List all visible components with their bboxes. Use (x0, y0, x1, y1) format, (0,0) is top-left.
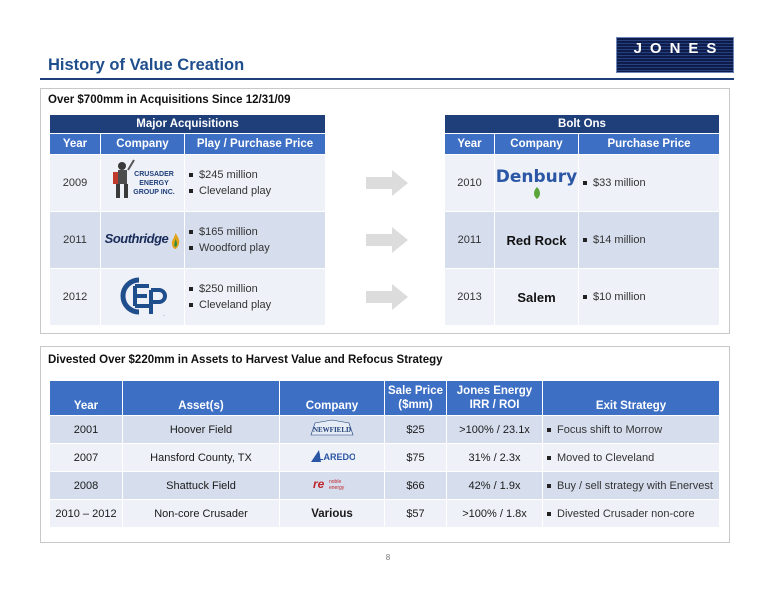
svg-text:re: re (313, 477, 325, 491)
jones-logo (616, 37, 734, 73)
right-arrow-icon (366, 284, 408, 310)
bullet-list (579, 289, 719, 305)
company-cell (280, 416, 385, 444)
col-purchase-price: Purchase Price (579, 134, 720, 155)
exit-cell (543, 472, 720, 500)
svg-text:CRUSADER: CRUSADER (133, 170, 174, 178)
bullet-item: Moved to Cleveland (557, 450, 719, 466)
year-cell: 2010 (445, 155, 495, 212)
company-cell (495, 155, 579, 212)
svg-text:energy: energy (329, 485, 345, 491)
bullet-item: $250 million (199, 281, 325, 297)
bullet-list (543, 450, 719, 466)
table-row (50, 500, 720, 528)
year-cell: 2001 (50, 416, 123, 444)
bullets-cell (185, 269, 326, 326)
company-cell (101, 155, 185, 212)
year-cell: 2013 (445, 269, 495, 326)
major-acquisitions-title: Major Acquisitions (50, 115, 326, 134)
company-name: Various (311, 507, 353, 520)
bullet-list (543, 506, 719, 522)
crusader-logo (108, 156, 178, 208)
exit-cell (543, 416, 720, 444)
bolt-ons-table (444, 114, 720, 326)
bullet-list (579, 232, 719, 248)
col-sale-price (385, 381, 447, 416)
col-year: Year (50, 134, 101, 155)
col-play-price: Play / Purchase Price (185, 134, 326, 155)
col-company: Company (495, 134, 579, 155)
bolt-ons-title: Bolt Ons (445, 115, 720, 134)
divestitures-heading: Divested Over $220mm in Assets to Harvest Value and Refocus Strategy (48, 354, 443, 366)
bullet-item: $14 million (593, 232, 719, 248)
year-cell: 2010 – 2012 (50, 500, 123, 528)
title-divider (40, 78, 734, 80)
col-irr-line1: Jones Energy (456, 385, 533, 397)
company-cell (101, 269, 185, 326)
bullets-cell (579, 212, 720, 269)
newfield-logo (309, 419, 355, 437)
irr-cell: 42% / 1.9x (447, 472, 543, 500)
denbury-logo: Denbury (495, 167, 578, 187)
col-sale-price-line2: ($mm) (398, 399, 433, 411)
year-cell: 2011 (50, 212, 101, 269)
bullet-item: Cleveland play (199, 297, 325, 313)
company-cell (495, 212, 579, 269)
table-row (445, 212, 720, 269)
year-cell: 2009 (50, 155, 101, 212)
company-cell (495, 269, 579, 326)
col-sale-price-line1: Sale Price (388, 385, 443, 397)
irr-cell: 31% / 2.3x (447, 444, 543, 472)
laredo-logo (309, 448, 355, 464)
table-row (50, 472, 720, 500)
right-arrow-icon (366, 170, 408, 196)
bullet-item: $245 million (199, 167, 325, 183)
col-year: Year (50, 381, 123, 416)
bullet-item: Divested Crusader non-core (557, 506, 719, 522)
year-cell: 2011 (445, 212, 495, 269)
asset-cell: Hansford County, TX (123, 444, 280, 472)
bullet-list (185, 224, 325, 256)
price-cell: $66 (385, 472, 447, 500)
southridge-logo: Southridge (104, 231, 169, 247)
price-cell: $75 (385, 444, 447, 472)
svg-text:noble: noble (329, 479, 342, 485)
bullet-item: Woodford play (199, 240, 325, 256)
cep-logo (117, 274, 169, 318)
bullets-cell (579, 269, 720, 326)
major-acquisitions-table (49, 114, 326, 326)
svg-text:LAREDO: LAREDO (318, 452, 355, 462)
acquisitions-heading: Over $700mm in Acquisitions Since 12/31/09 (48, 94, 291, 106)
col-irr (447, 381, 543, 416)
bullet-list (579, 175, 719, 191)
company-cell (280, 444, 385, 472)
bullet-item: Focus shift to Morrow (557, 422, 719, 438)
svg-text:CEP: CEP (162, 315, 165, 317)
company-name: Salem (517, 289, 556, 305)
table-row (50, 444, 720, 472)
bullets-cell (185, 155, 326, 212)
col-assets: Asset(s) (123, 381, 280, 416)
exit-cell (543, 500, 720, 528)
col-company: Company (280, 381, 385, 416)
leaf-icon (533, 187, 541, 199)
svg-text:NEWFIELD: NEWFIELD (312, 426, 352, 434)
bullet-list (543, 478, 719, 494)
table-row (445, 269, 720, 326)
logo-text: JONES (633, 40, 725, 57)
divestitures-table (49, 380, 720, 528)
svg-text:GROUP INC.: GROUP INC. (132, 188, 175, 196)
irr-cell: >100% / 1.8x (447, 500, 543, 528)
asset-cell: Non-core Crusader (123, 500, 280, 528)
table-row (50, 212, 326, 269)
year-cell: 2007 (50, 444, 123, 472)
company-cell (280, 472, 385, 500)
col-year: Year (445, 134, 495, 155)
company-cell (101, 212, 185, 269)
svg-text:ENERGY: ENERGY (138, 179, 169, 187)
col-irr-line2: IRR / ROI (469, 399, 520, 411)
col-company: Company (101, 134, 185, 155)
exit-cell (543, 444, 720, 472)
bullet-item: $10 million (593, 289, 719, 305)
right-arrow-icon (366, 227, 408, 253)
asset-cell: Hoover Field (123, 416, 280, 444)
page-number: 8 (385, 553, 391, 562)
knight-icon (113, 160, 134, 198)
table-row (50, 416, 720, 444)
year-cell: 2008 (50, 472, 123, 500)
page-title: History of Value Creation (48, 56, 245, 74)
bullet-item: Buy / sell strategy with Enervest (557, 478, 719, 494)
col-exit-strategy: Exit Strategy (543, 381, 720, 416)
irr-cell: >100% / 23.1x (447, 416, 543, 444)
table-row (50, 155, 326, 212)
bullet-list (185, 167, 325, 199)
company-name: Red Rock (506, 232, 567, 248)
flame-icon (171, 233, 180, 249)
price-cell: $25 (385, 416, 447, 444)
asset-cell: Shattuck Field (123, 472, 280, 500)
bullet-item: $165 million (199, 224, 325, 240)
bullets-cell (185, 212, 326, 269)
price-cell: $57 (385, 500, 447, 528)
bullet-item: $33 million (593, 175, 719, 191)
enervest-logo (311, 476, 353, 492)
bullet-item: Cleveland play (199, 183, 325, 199)
year-cell: 2012 (50, 269, 101, 326)
bullet-list (185, 281, 325, 313)
bullet-list (543, 422, 719, 438)
table-row (50, 269, 326, 326)
bullets-cell (579, 155, 720, 212)
company-cell (280, 500, 385, 528)
table-row (445, 155, 720, 212)
